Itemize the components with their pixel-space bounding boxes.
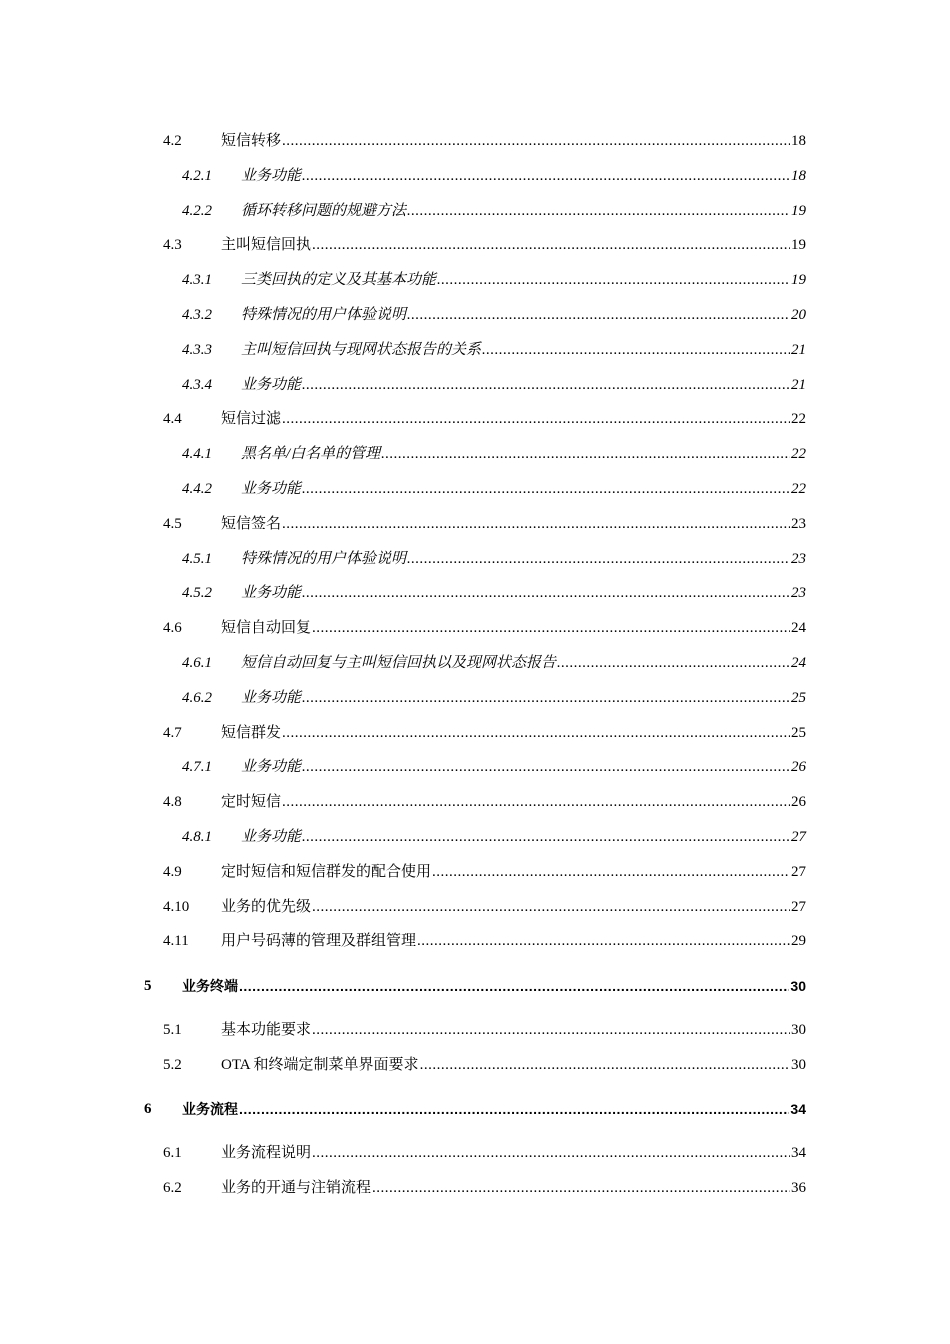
toc-entry-title: 短信转移	[221, 133, 282, 149]
toc-entry[interactable]	[182, 300, 806, 324]
toc-entry-title: 业务功能	[241, 168, 302, 184]
toc-entry-page: 34	[791, 1145, 806, 1161]
toc-entry-title: 定时短信和短信群发的配合使用	[221, 864, 432, 880]
toc-entry-title: 业务功能	[241, 759, 302, 775]
toc-entry-page: 30	[791, 1057, 806, 1073]
toc-entry-title: 特殊情况的用户体验说明	[241, 551, 407, 567]
toc-leader-dots	[312, 1144, 790, 1162]
toc-entry-number: 4.3.1	[182, 272, 212, 288]
toc-entry-title: 业务流程	[182, 1101, 238, 1117]
toc-leader-dots	[312, 619, 790, 637]
toc-leader-dots	[302, 584, 790, 602]
toc-entry-number: 4.10	[163, 899, 190, 915]
toc-entry[interactable]	[182, 370, 806, 394]
toc-entry-title: 短信签名	[221, 516, 282, 532]
toc-entry[interactable]	[163, 1138, 806, 1162]
toc-entry[interactable]	[182, 196, 806, 220]
toc-entry-page: 23	[791, 585, 806, 601]
toc-entry-number: 4.2	[163, 133, 182, 149]
toc-entry-number: 4.11	[163, 933, 189, 949]
toc-entry[interactable]	[163, 787, 806, 811]
toc-entry-number: 4.5.2	[182, 585, 212, 601]
toc-entry-number: 4.5.1	[182, 551, 212, 567]
toc-entry-title: 黑名单/白名单的管理	[241, 446, 381, 462]
toc-entry-title: 业务流程说明	[221, 1145, 312, 1161]
toc-entry-title: 短信自动回复与主叫短信回执以及现网状态报告	[241, 655, 557, 671]
toc-entry-number: 4.5	[163, 516, 182, 532]
toc-entry[interactable]	[182, 822, 806, 846]
toc-entry[interactable]	[163, 230, 806, 254]
toc-entry-title: 业务功能	[241, 481, 302, 497]
toc-entry-page: 21	[791, 377, 806, 393]
toc-entry-title: 主叫短信回执	[221, 237, 312, 253]
toc-entry[interactable]	[163, 892, 806, 916]
toc-leader-dots	[302, 376, 790, 394]
toc-entry-number: 4.2.1	[182, 168, 212, 184]
toc-entry-page: 27	[791, 899, 806, 915]
toc-entry-page: 29	[791, 933, 806, 949]
toc-entry-number: 4.4.2	[182, 481, 212, 497]
toc-leader-dots	[282, 793, 790, 811]
toc-entry-page: 30	[790, 978, 806, 994]
toc-entry-number: 4.6.1	[182, 655, 212, 671]
toc-leader-dots	[282, 515, 790, 533]
toc-entry-page: 25	[791, 690, 806, 706]
toc-entry-number: 4.4.1	[182, 446, 212, 462]
toc-entry-page: 18	[791, 168, 806, 184]
toc-leader-dots	[432, 863, 790, 881]
toc-leader-dots	[482, 341, 790, 359]
toc-entry[interactable]	[163, 1015, 806, 1039]
toc-entry-page: 26	[791, 794, 806, 810]
toc-entry[interactable]	[163, 126, 806, 150]
toc-leader-dots	[407, 550, 790, 568]
toc-leader-dots	[302, 828, 790, 846]
toc-entry[interactable]	[163, 1173, 806, 1197]
toc-leader-dots	[417, 932, 790, 950]
toc-leader-dots	[302, 167, 790, 185]
toc-entry-page: 22	[791, 481, 806, 497]
toc-leader-dots	[239, 1100, 789, 1118]
toc-entry-title: 基本功能要求	[221, 1022, 312, 1038]
toc-entry-title: 业务终端	[182, 978, 238, 994]
toc-entry-number: 4.3.3	[182, 342, 212, 358]
toc-entry[interactable]	[182, 265, 806, 289]
toc-entry-title: 业务的开通与注销流程	[221, 1180, 372, 1196]
toc-entry-page: 30	[791, 1022, 806, 1038]
toc-entry-page: 22	[791, 411, 806, 427]
toc-entry[interactable]	[182, 752, 806, 776]
toc-entry[interactable]	[163, 613, 806, 637]
toc-leader-dots	[282, 724, 790, 742]
toc-entry-page: 19	[791, 272, 806, 288]
toc-entry-number: 4.9	[163, 864, 182, 880]
toc-entry-number: 4.3.2	[182, 307, 212, 323]
toc-entry[interactable]	[163, 926, 806, 950]
toc-entry-page: 27	[791, 829, 806, 845]
toc-entry-page: 21	[791, 342, 806, 358]
toc-entry-number: 4.7.1	[182, 759, 212, 775]
toc-leader-dots	[282, 410, 790, 428]
toc-entry[interactable]	[163, 404, 806, 428]
toc-entry-page: 27	[791, 864, 806, 880]
toc-entry-page: 34	[790, 1101, 806, 1117]
toc-entry-page: 22	[791, 446, 806, 462]
toc-entry-number: 4.6.2	[182, 690, 212, 706]
toc-leader-dots	[312, 236, 790, 254]
toc-entry-title: 业务功能	[241, 829, 302, 845]
toc-entry[interactable]	[163, 509, 806, 533]
toc-leader-dots	[312, 1021, 790, 1039]
toc-entry-number: 4.3.4	[182, 377, 212, 393]
toc-entry[interactable]	[182, 648, 806, 672]
toc-entry-number: 5.1	[163, 1022, 182, 1038]
toc-entry-number: 4.7	[163, 725, 182, 741]
toc-entry-number: 5	[144, 978, 152, 994]
toc-entry-title: OTA 和终端定制菜单界面要求	[221, 1057, 419, 1073]
toc-entry-page: 23	[791, 516, 806, 532]
toc-leader-dots	[282, 132, 790, 150]
toc-leader-dots	[302, 480, 790, 498]
toc-entry[interactable]	[144, 971, 806, 995]
toc-entry-title: 短信自动回复	[221, 620, 312, 636]
toc-entry-page: 26	[791, 759, 806, 775]
toc-entry[interactable]	[182, 335, 806, 359]
toc-leader-dots	[302, 689, 790, 707]
toc-leader-dots	[407, 202, 790, 220]
toc-entry-number: 6.2	[163, 1180, 182, 1196]
toc-entry[interactable]	[182, 161, 806, 185]
toc-entry-title: 主叫短信回执与现网状态报告的关系	[241, 342, 482, 358]
toc-leader-dots	[420, 1056, 790, 1074]
toc-leader-dots	[381, 445, 790, 463]
toc-entry[interactable]	[163, 857, 806, 881]
toc-entry-title: 业务功能	[241, 690, 302, 706]
toc-leader-dots	[239, 977, 789, 995]
toc-entry-number: 4.6	[163, 620, 182, 636]
toc-entry-number: 4.3	[163, 237, 182, 253]
toc-leader-dots	[372, 1179, 790, 1197]
toc-entry[interactable]	[163, 718, 806, 742]
toc-leader-dots	[302, 758, 790, 776]
toc-entry-page: 24	[791, 655, 806, 671]
toc-entry-title: 业务的优先级	[221, 899, 312, 915]
toc-entry-page: 23	[791, 551, 806, 567]
toc-entry[interactable]	[182, 439, 806, 463]
toc-entry-page: 18	[791, 133, 806, 149]
toc-entry-title: 短信过滤	[221, 411, 282, 427]
toc-entry-number: 4.4	[163, 411, 182, 427]
toc-entry-number: 6	[144, 1101, 152, 1117]
toc-entry[interactable]	[182, 578, 806, 602]
toc-leader-dots	[557, 654, 790, 672]
toc-entry-title: 循环转移问题的规避方法	[241, 203, 407, 219]
toc-entry-title: 业务功能	[241, 377, 302, 393]
toc-entry-title: 业务功能	[241, 585, 302, 601]
toc-entry-title: 用户号码薄的管理及群组管理	[221, 932, 417, 949]
toc-entry-title: 定时短信	[221, 794, 282, 810]
toc-entry-number: 5.2	[163, 1057, 182, 1073]
toc-entry-title: 三类回执的定义及其基本功能	[241, 272, 437, 288]
toc-entry-number: 4.8	[163, 794, 182, 810]
toc-entry-page: 24	[791, 620, 806, 636]
toc-entry-number: 4.8.1	[182, 829, 212, 845]
toc-entry[interactable]	[182, 474, 806, 498]
toc-entry-title: 特殊情况的用户体验说明	[241, 307, 407, 323]
toc-leader-dots	[437, 271, 790, 289]
toc-leader-dots	[407, 306, 790, 324]
toc-entry-number: 6.1	[163, 1145, 182, 1161]
toc-entry[interactable]	[182, 683, 806, 707]
toc-entry-page: 20	[791, 307, 806, 323]
toc-entry-page: 19	[791, 203, 806, 219]
toc-entry-page: 19	[791, 237, 806, 253]
toc-entry[interactable]	[144, 1094, 806, 1118]
toc-entry-page: 36	[791, 1180, 806, 1196]
toc-entry-title: 短信群发	[221, 725, 282, 741]
toc-entry[interactable]	[163, 1050, 806, 1074]
toc-entry-number: 4.2.2	[182, 203, 212, 219]
toc-entry[interactable]	[182, 544, 806, 568]
toc-entry-page: 25	[791, 725, 806, 741]
toc-leader-dots	[312, 898, 790, 916]
